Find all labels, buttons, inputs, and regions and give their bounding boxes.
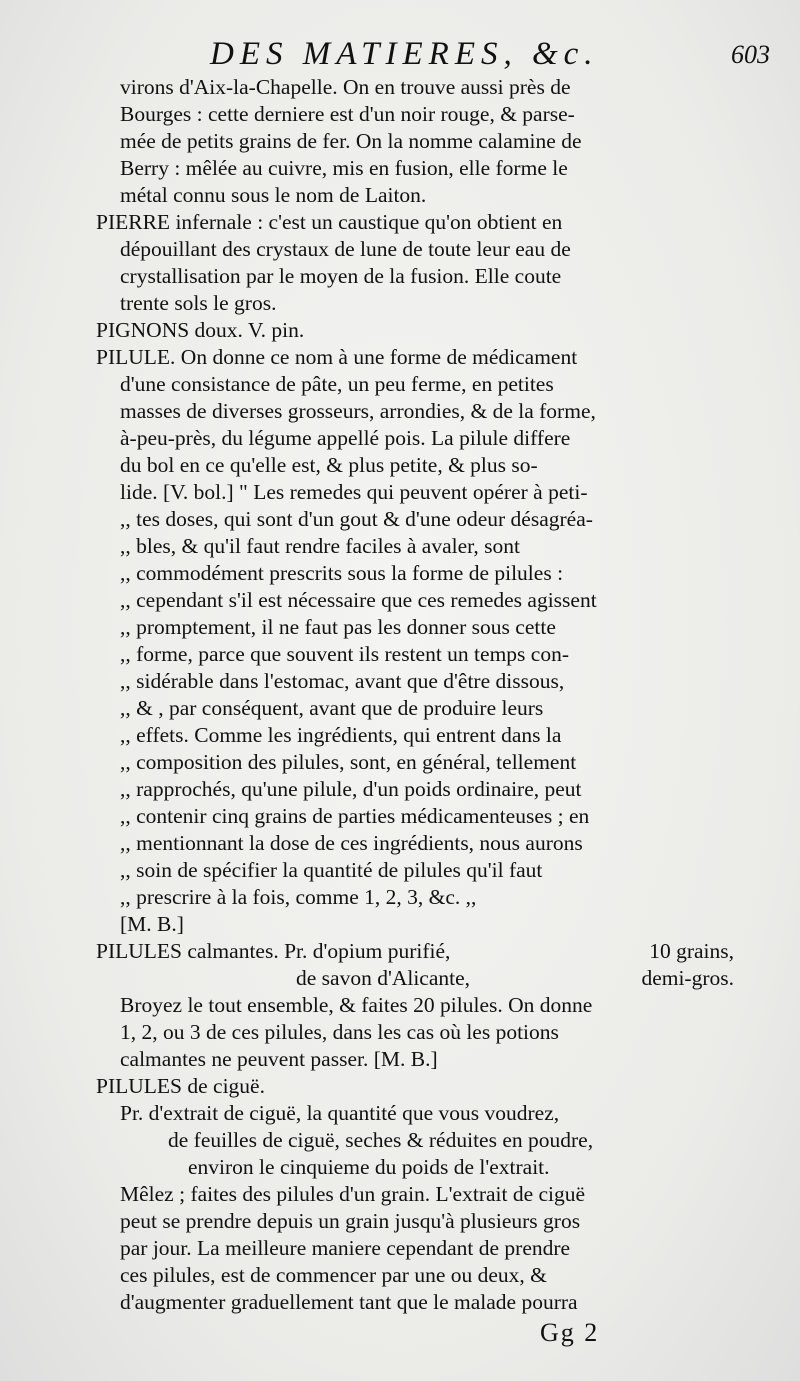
text-line: Broyez le tout ensemble, & faites 20 pilules. On donne	[120, 993, 593, 1017]
entry-pierre-infernale: PIERRE infernale : c'est un caustique qu'on obtient en	[96, 210, 563, 234]
text-line: à-peu-près, du légume appellé pois. La pilule differe	[120, 426, 571, 450]
text-line: 1, 2, ou 3 de ces pilules, dans les cas où les potions	[120, 1020, 559, 1044]
entry-pilules-de-cigue: PILULES de ciguë.	[96, 1074, 265, 1098]
text-line: par jour. La meilleure maniere cependant de prendre	[120, 1236, 571, 1260]
quote-line: ,, composition des pilules, sont, en général, tellement	[120, 750, 577, 774]
body-text	[96, 74, 758, 1316]
quote-line: ,, commodément prescrits sous la forme de pilules :	[120, 561, 564, 585]
text-line: virons d'Aix-la-Chapelle. On en trouve aussi près de	[120, 75, 571, 99]
text-line: d'une consistance de pâte, un peu ferme, en petites	[120, 372, 554, 396]
recipe-line: Pr. d'extrait de ciguë, la quantité que vous voudrez,	[120, 1101, 560, 1125]
quote-line: ,, forme, parce que souvent ils restent un temps con-	[120, 642, 569, 666]
quote-line: ,, soin de spécifier la quantité de pilules qu'il faut	[120, 858, 543, 882]
text-line: dépouillant des crystaux de lune de toute leur eau de	[120, 237, 571, 261]
recipe-line	[96, 965, 758, 992]
quote-line: ,, effets. Comme les ingrédients, qui entrent dans la	[120, 723, 562, 747]
text-line: Berry : mêlée au cuivre, mis en fusion, elle forme le	[120, 156, 568, 180]
quote-line: ,, mentionnant la dose de ces ingrédients, nous aurons	[120, 831, 583, 855]
text-line: peut se prendre depuis un grain jusqu'à plusieurs gros	[120, 1209, 581, 1233]
entry-pilules-calmantes	[96, 938, 758, 965]
text-line: Mêlez ; faites des pilules d'un grain. L'extrait de ciguë	[120, 1182, 586, 1206]
quote-attribution: [M. B.]	[120, 912, 184, 936]
text-line: ces pilules, est de commencer par une ou deux, &	[120, 1263, 547, 1287]
quote-line: ,, rapprochés, qu'une pilule, d'un poids ordinaire, peut	[120, 777, 582, 801]
quote-line: ,, promptement, il ne faut pas les donner sous cette	[120, 615, 556, 639]
recipe-quantity: demi-gros.	[641, 966, 734, 990]
quote-line: ,, contenir cinq grains de parties médicamenteuses ; en	[120, 804, 590, 828]
recipe-ingredient: de savon d'Alicante,	[296, 966, 471, 990]
running-title: DES MATIERES, &c.	[210, 36, 599, 72]
recipe-quantity: 10 grains,	[649, 939, 734, 963]
text-line: lide. [V. bol.] " Les remedes qui peuvent opérer à peti-	[120, 480, 588, 504]
text-line: mée de petits grains de fer. On la nomme calamine de	[120, 129, 582, 153]
text-line: métal connu sous le nom de Laiton.	[120, 183, 427, 207]
text-line: calmantes ne peuvent passer. [M. B.]	[120, 1047, 438, 1071]
text-line: Bourges : cette derniere est d'un noir rouge, & parse-	[120, 102, 575, 126]
text-line: du bol en ce qu'elle est, & plus petite, & plus so-	[120, 453, 538, 477]
page-number: 603	[731, 40, 770, 69]
quote-line: ,, tes doses, qui sont d'un gout & d'une odeur désagréa-	[120, 507, 593, 531]
recipe-ingredient: PILULES calmantes. Pr. d'opium purifié,	[96, 939, 451, 963]
quote-line: ,, sidérable dans l'estomac, avant que d'être dissous,	[120, 669, 565, 693]
text-line: d'augmenter graduellement tant que le malade pourra	[120, 1290, 578, 1314]
entry-pilule: PILULE. On donne ce nom à une forme de médicament	[96, 345, 578, 369]
entry-pignons-doux: PIGNONS doux. V. pin.	[96, 318, 305, 342]
recipe-line: environ le cinquieme du poids de l'extrait.	[188, 1155, 550, 1179]
text-line: trente sols le gros.	[120, 291, 277, 315]
quote-line: ,, bles, & qu'il faut rendre faciles à avaler, sont	[120, 534, 521, 558]
quote-line: ,, prescrire à la fois, comme 1, 2, 3, &c. ,,	[120, 885, 477, 909]
text-line: masses de diverses grosseurs, arrondies, & de la forme,	[120, 399, 596, 423]
quote-line: ,, cependant s'il est nécessaire que ces remedes agissent	[120, 588, 597, 612]
text-line: crystallisation par le moyen de la fusion. Elle coute	[120, 264, 562, 288]
quote-line: ,, & , par conséquent, avant que de produire leurs	[120, 696, 544, 720]
recipe-line: de feuilles de ciguë, seches & réduites en poudre,	[168, 1128, 594, 1152]
signature-mark: Gg 2	[540, 1318, 600, 1347]
